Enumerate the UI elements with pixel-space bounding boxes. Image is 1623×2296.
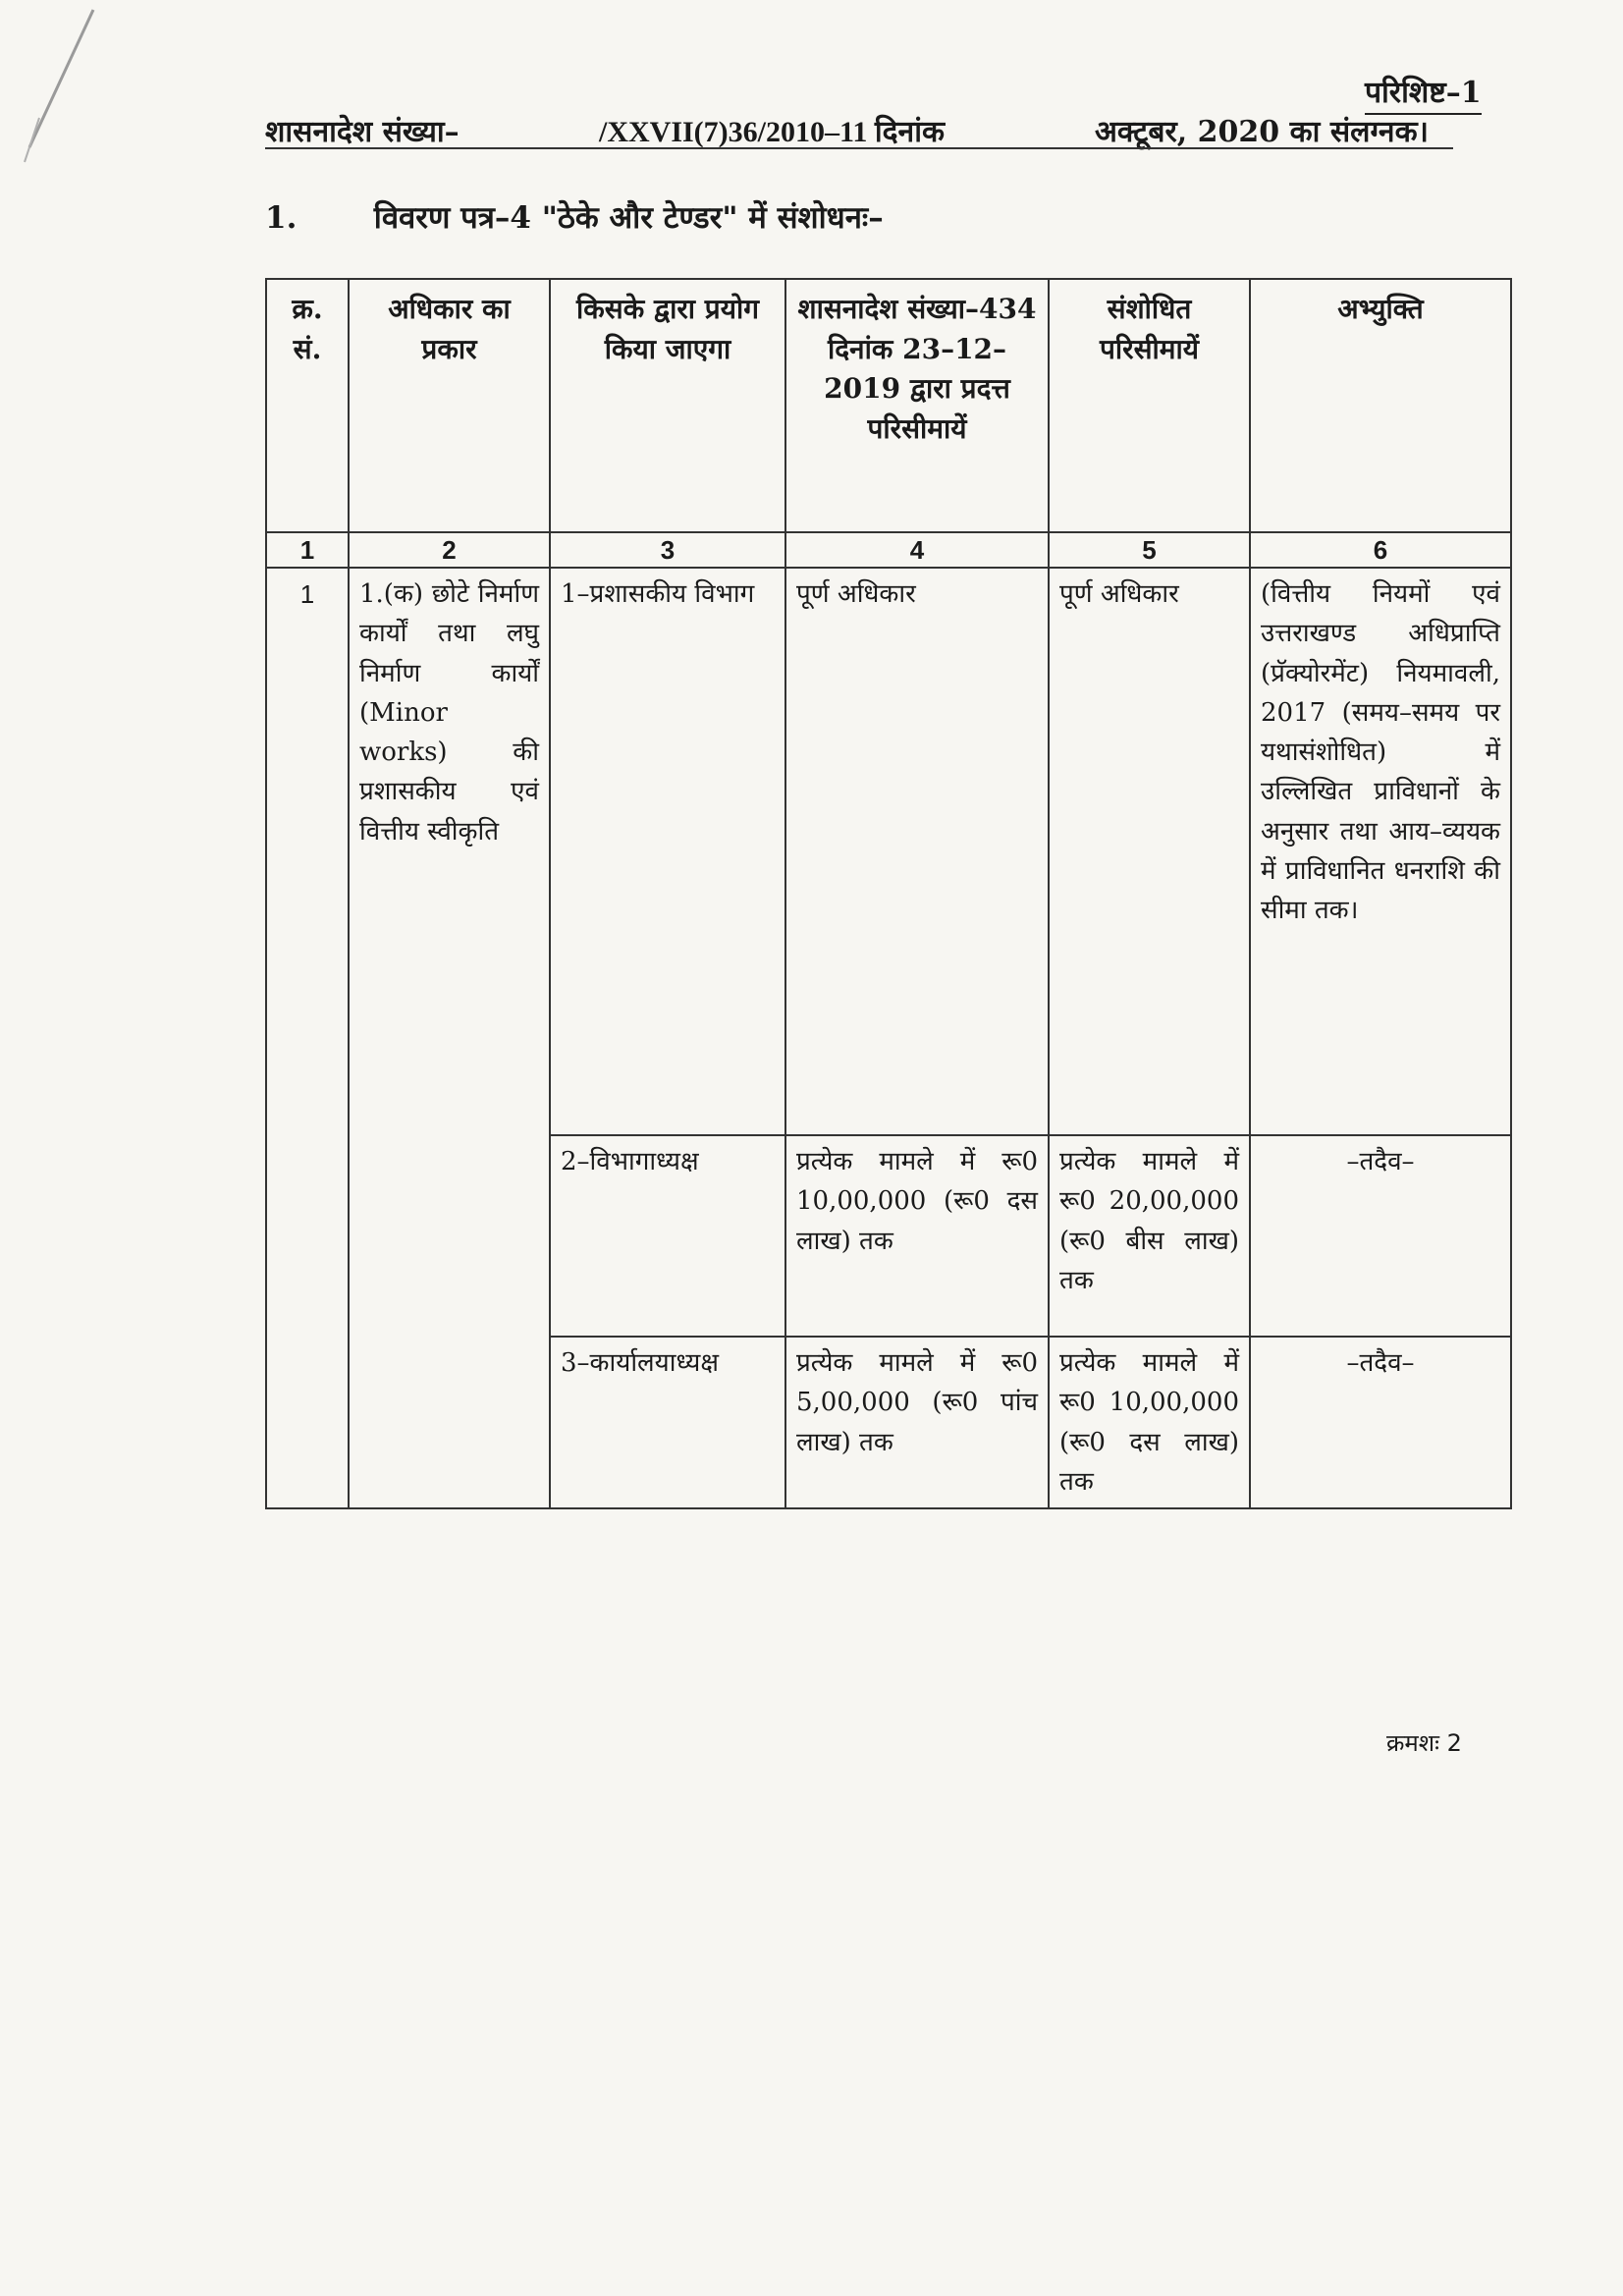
order-date: अक्टूबर, 2020 का संलग्नक। [1095,115,1429,149]
previous-limit-cell: प्रत्येक मामले में रू0 10,00,000 (रू0 दस लाख) तक [785,1135,1049,1337]
appendix-label: परिशिष्ट–1 [1365,71,1482,115]
authority-cell: 1–प्रशासकीय विभाग [550,568,785,1135]
authority-cell: 3–कार्यालयाध्यक्ष [550,1337,785,1508]
column-number: 5 [1049,532,1250,568]
header-previous-limits: शासनादेश संख्या–434 दिनांक 23–12–2019 द्वारा प्रदत्त परिसीमायें [785,279,1049,532]
section-title: विवरण पत्र–4 "ठेके और टेण्डर" में संशोधनः– [373,200,884,236]
section-number: 1. [265,200,298,236]
previous-limit-cell: पूर्ण अधिकार [785,568,1049,1135]
header-remarks: अभ्युक्ति [1250,279,1511,532]
section-heading [265,196,884,238]
amendment-table [265,278,1512,1509]
header-underline [265,147,1453,149]
column-number-row [266,532,1511,568]
revised-limit-cell: प्रत्येक मामले में रू0 10,00,000 (रू0 दस लाख) तक [1049,1337,1250,1508]
column-number: 4 [785,532,1049,568]
column-number: 6 [1250,532,1511,568]
order-number-label: शासनादेश संख्या– [265,115,460,149]
header-power-type: अधिकार का प्रकार [349,279,550,532]
revised-limit-cell: प्रत्येक मामले में रू0 20,00,000 (रू0 बीस लाख) तक [1049,1135,1250,1337]
header-exercised-by: किसके द्वारा प्रयोग किया जाएगा [550,279,785,532]
continued-marker: क्रमशः 2 [1386,1729,1462,1757]
remark-cell: –तदैव– [1250,1135,1511,1337]
table-row [266,568,1511,1135]
scan-edge-mark [0,0,118,196]
header-serial: क्र. सं. [266,279,349,532]
column-number: 2 [349,532,550,568]
previous-limit-cell: प्रत्येक मामले में रू0 5,00,000 (रू0 पांच लाख) तक [785,1337,1049,1508]
header-revised-limits: संशोधित परिसीमायें [1049,279,1250,532]
revised-limit-cell: पूर्ण अधिकार [1049,568,1250,1135]
column-number: 3 [550,532,785,568]
power-type-cell: 1.(क) छोटे निर्माण कार्यों तथा लघु निर्माण कार्यों (Minor works) की प्रशासकीय एवं वित्तीय स्वीकृति [349,568,550,1508]
column-number: 1 [266,532,349,568]
order-code: /XXVII(7)36/2010–11 दिनांक [599,116,945,148]
table-header-row [266,279,1511,532]
remark-cell: –तदैव– [1250,1337,1511,1508]
serial-number: 1 [266,568,349,1508]
authority-cell: 2–विभागाध्यक्ष [550,1135,785,1337]
remark-cell: (वित्तीय नियमों एवं उत्तराखण्ड अधिप्राप्ति (प्रॅक्योरमेंट) नियमावली, 2017 (समय–समय पर यथासंशोधित) में उल्लिखित प्राविधानों के अनुसार तथा आय–व्ययक में प्राविधानित धनराशि की सीमा तक। [1250,568,1511,1135]
